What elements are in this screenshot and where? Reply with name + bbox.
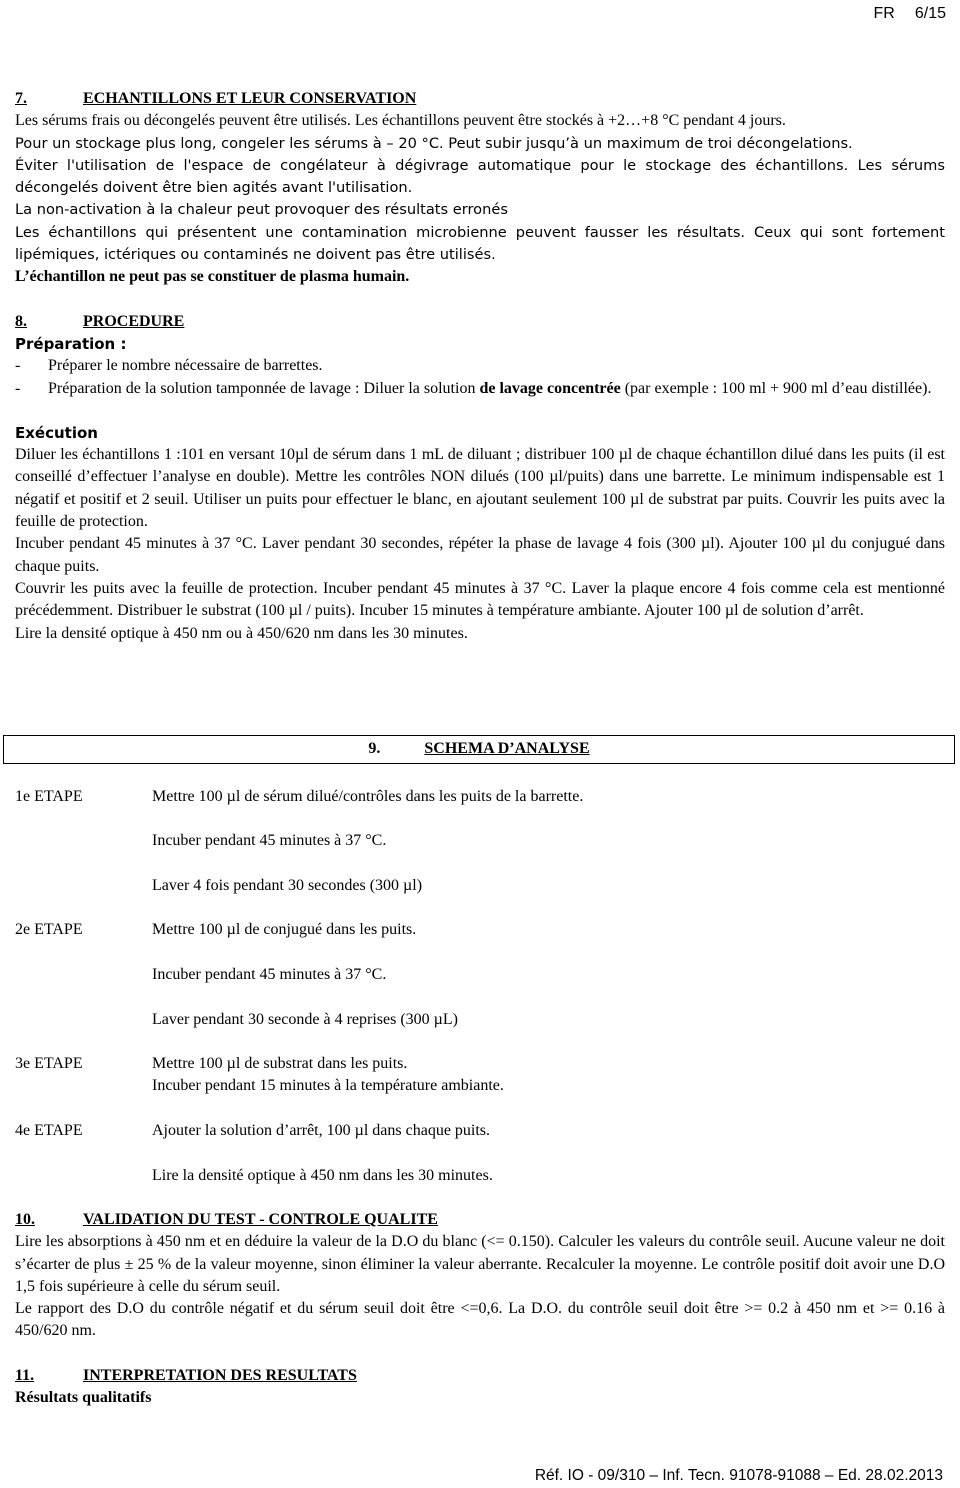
footer-reference: Réf. IO - 09/310 – Inf. Tecn. 91078-91088 – Ed. 28.02.2013 [534,1467,943,1484]
paragraph: La non-activation à la chaleur peut provoquer des résultats erronés [15,201,508,219]
list-item-text [48,378,945,400]
list-item-text-part: (par exemple : 100 ml + 900 ml d’eau distillée). [620,379,932,397]
paragraph: Pour un stockage plus long, congeler les sérums à – 20 °C. Peut subir jusqu’à un maximum de troi décongelations. [15,134,853,152]
step-label: 2e ETAPE [15,921,83,938]
list-item-text-bold: de lavage concentrée [479,379,621,397]
paragraph: Lire la densité optique à 450 nm ou à 450/620 nm dans les 30 minutes. [15,624,468,642]
list-dash: - [15,357,21,375]
section-10 [15,1209,945,1343]
section-title: SCHEMA D’ANALYSE [424,740,590,757]
list-item-text-part: Préparation de la solution tamponnée de lavage : Diluer la solution [48,379,480,397]
section-title: ECHANTILLONS ET LEUR CONSERVATION [83,90,417,107]
main-content [15,88,945,645]
paragraph: Lire les absorptions à 450 nm et en déduire la valeur de la D.O du blanc (<= 0.150). Calculer les valeurs du contrôle seuil. Aucune valeur ne doit s’écarter de plus ± 25 % de la valeur moyenne, sinon éliminer la valeur aberrante. Recalculer la moyenne. Le contrôle positif doit avoir une D.O 1,5 fois supérieure à celle du sérum seuil. [15,1233,945,1295]
step-text: Incuber pendant 45 minutes à 37 °C. [152,832,387,849]
list-item-text: Préparer le nombre nécessaire de barrettes. [48,357,323,375]
section-title: VALIDATION DU TEST - CONTROLE QUALITE [83,1211,438,1228]
page-header [874,3,946,25]
section-title: PROCEDURE [83,312,185,330]
step-label: 1e ETAPE [15,788,83,805]
section-title: INTERPRETATION DES RESULTATS [83,1367,357,1384]
section-number: 7. [15,90,27,107]
step-label: 3e ETAPE [15,1055,83,1072]
paragraph: Les sérums frais ou décongelés peuvent être utilisés. Les échantillons peuvent être stockés à +2…+8 °C pendant 4 jours. [15,112,786,130]
paragraph: Couvrir les puits avec la feuille de protection. Incuber pendant 45 minutes à 37 °C. Laver la plaque encore 4 fois comme cela est mentionné précédemment. Distribuer le substrat (100 µl / puits). Incuber 15 minutes à température ambiante. Ajouter 100 µl de solution d’arrêt. [15,579,945,620]
paragraph: Éviter l'utilisation de l'espace de congélateur à dégivrage automatique pour le stockage des échantillons. Les sérums décongelés doivent être bien agités avant l'utilisation. [15,156,945,197]
step-text: Mettre 100 µl de sérum dilué/contrôles dans les puits de la barrette. [152,788,584,805]
subheading-execution: Exécution [15,423,98,442]
step-text: Incuber pendant 45 minutes à 37 °C. [152,966,387,983]
section-11 [15,1365,945,1410]
section-8-heading [15,311,945,333]
section-9-heading [4,738,954,760]
section-11-heading [15,1365,945,1387]
section-7-heading [15,88,945,110]
list-item [15,378,945,400]
subheading-preparation: Préparation : [15,334,127,353]
list-dash: - [15,379,21,397]
subheading-results: Résultats qualitatifs [15,1389,152,1407]
section-number: 10. [15,1211,35,1228]
section-number: 8. [15,312,27,330]
paragraph: Le rapport des D.O du contrôle négatif et du sérum seuil doit être <=0,6. La D.O. du contrôle seuil doit être >= 0.2 à 450 nm et >= 0.16 à 450/620 nm. [15,1300,945,1340]
schema-title-box [3,735,955,764]
section-number: 9. [368,740,381,757]
step-text: Laver pendant 30 seconde à 4 reprises (300 µL) [152,1011,458,1028]
step-text: Mettre 100 µl de conjugué dans les puits. [152,921,417,938]
section-number: 11. [15,1367,35,1384]
language-code: FR [873,5,895,22]
step-text: Incuber pendant 15 minutes à la température ambiante. [152,1077,504,1094]
step-text: Lire la densité optique à 450 nm dans les 30 minutes. [152,1167,493,1184]
paragraph: Incuber pendant 45 minutes à 37 °C. Laver pendant 30 secondes, répéter la phase de lavage 4 fois (300 µl). Ajouter 100 µl du conjugué dans chaque puits. [15,535,945,575]
paragraph: Diluer les échantillons 1 :101 en versant 10µl de sérum dans 1 mL de diluant ; distribuer 100 µl de chaque échantillon dilué dans les puits (il est conseillé d’effectuer l’analyse en double). Mettre les contrôles NON dilués (100 µl/puits) dans une barrette. Le minimum indispensable est 1 négatif et positif et 2 seuil. Utiliser un puits pour effectuer le blanc, en ajoutant seulement 100 µl de substrat par puits. Couvrir les puits avec la feuille de protection. [15,446,945,531]
paragraph-bold: L’échantillon ne peut pas se constituer de plasma humain. [15,268,410,286]
step-text: Laver 4 fois pendant 30 secondes (300 µl) [152,877,423,894]
step-text: Mettre 100 µl de substrat dans les puits. [152,1055,408,1072]
step-label: 4e ETAPE [15,1122,83,1139]
step-text: Ajouter la solution d’arrêt, 100 µl dans chaque puits. [152,1122,491,1139]
section-10-heading [15,1209,945,1231]
page-number: 6/15 [914,5,946,22]
paragraph: Les échantillons qui présentent une contamination microbienne peuvent fausser les résultats. Ceux qui sont fortement lipémiques, ictériques ou contaminés ne doivent pas être utilisés. [15,223,945,264]
list-item [15,355,945,377]
